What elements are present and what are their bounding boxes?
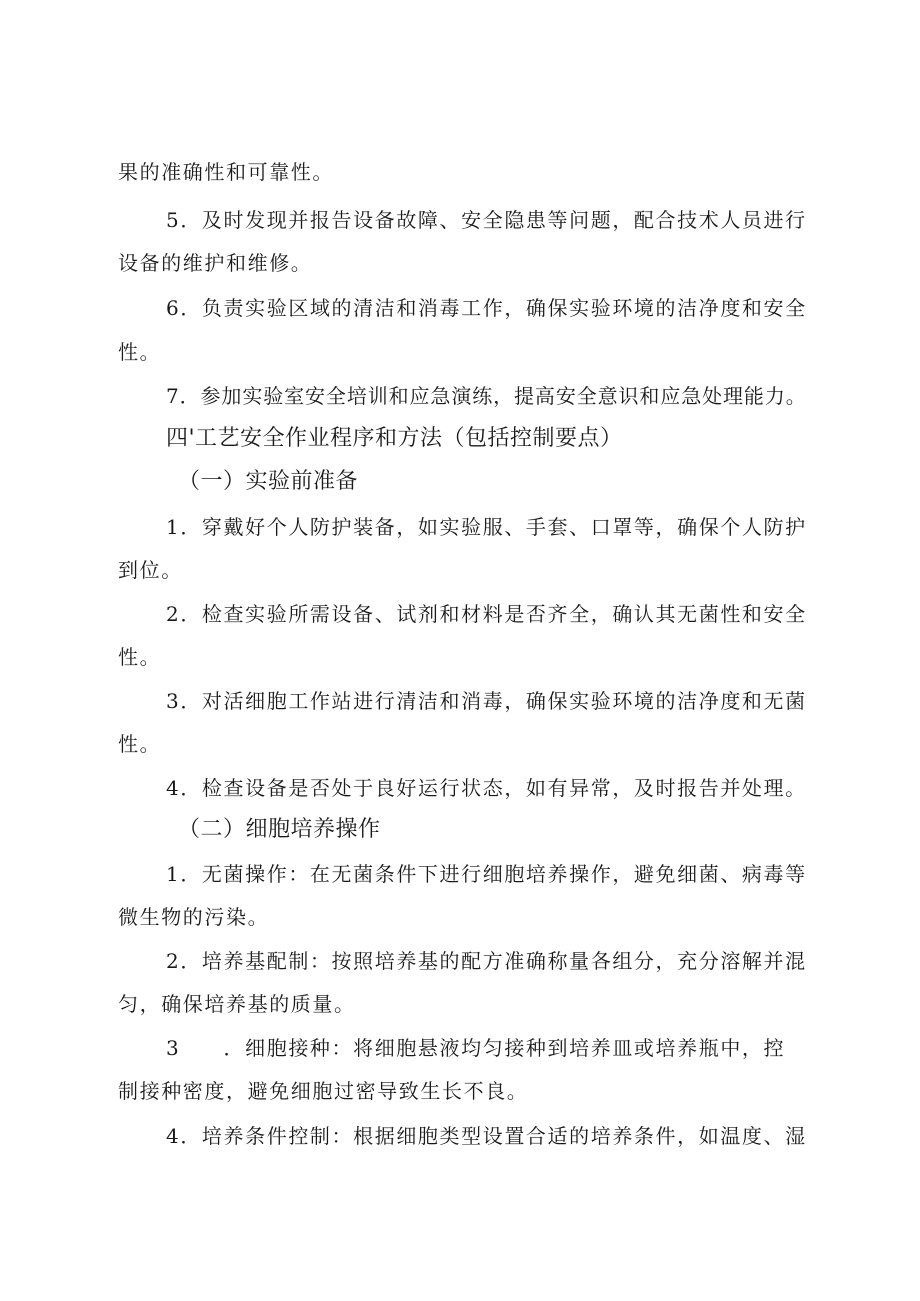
paragraph-line: 匀，确保培养基的质量。: [118, 992, 356, 1016]
paragraph-line: 制接种密度，避免细胞过密导致生长不良。: [118, 1079, 529, 1103]
paragraph-line: 微生物的污染。: [118, 905, 270, 929]
list-item-6: 6．负责实验区域的清洁和消毒工作，确保实验环境的洁净度和安全: [166, 296, 807, 320]
list-item-1: 1．无菌操作：在无菌条件下进行细胞培养操作，避免细菌、病毒等: [166, 862, 807, 886]
subsection-heading: （二）细胞培养操作: [178, 817, 381, 842]
list-item-5: 5．及时发现并报告设备故障、安全隐患等问题，配合技术人员进行: [166, 208, 807, 232]
paragraph-line: 设备的维护和维修。: [118, 251, 313, 275]
subsection-heading: （一）实验前准备: [178, 469, 359, 494]
paragraph-line: 果的准确性和可靠性。: [118, 160, 334, 184]
paragraph-line: 性。: [118, 645, 162, 669]
list-item-4: 4．检查设备是否处于良好运行状态，如有异常，及时报告并处理。: [166, 776, 807, 800]
list-item-2: 2．检查实验所需设备、试剂和材料是否齐全，确认其无菌性和安全: [166, 602, 807, 626]
paragraph-line: 到位。: [118, 558, 183, 582]
list-item-2: 2．培养基配制：按照培养基的配方准确称量各组分，充分溶解并混: [166, 949, 807, 973]
section-heading: 四'工艺安全作业程序和方法（包括控制要点）: [166, 426, 623, 451]
list-item-7: 7．参加实验室安全培训和应急演练，提高安全意识和应急处理能力。: [166, 384, 807, 408]
list-item-4: 4．培养条件控制：根据细胞类型设置合适的培养条件，如温度、湿: [166, 1124, 807, 1148]
list-item-3: 3 ．细胞接种：将细胞悬液均匀接种到培养皿或培养瓶中，控: [166, 1036, 786, 1060]
list-item-1: 1．穿戴好个人防护装备，如实验服、手套、口罩等，确保个人防护: [166, 515, 807, 539]
list-item-3: 3．对活细胞工作站进行清洁和消毒，确保实验环境的洁净度和无菌: [166, 689, 807, 713]
paragraph-line: 性。: [118, 732, 162, 756]
paragraph-line: 性。: [118, 340, 162, 364]
